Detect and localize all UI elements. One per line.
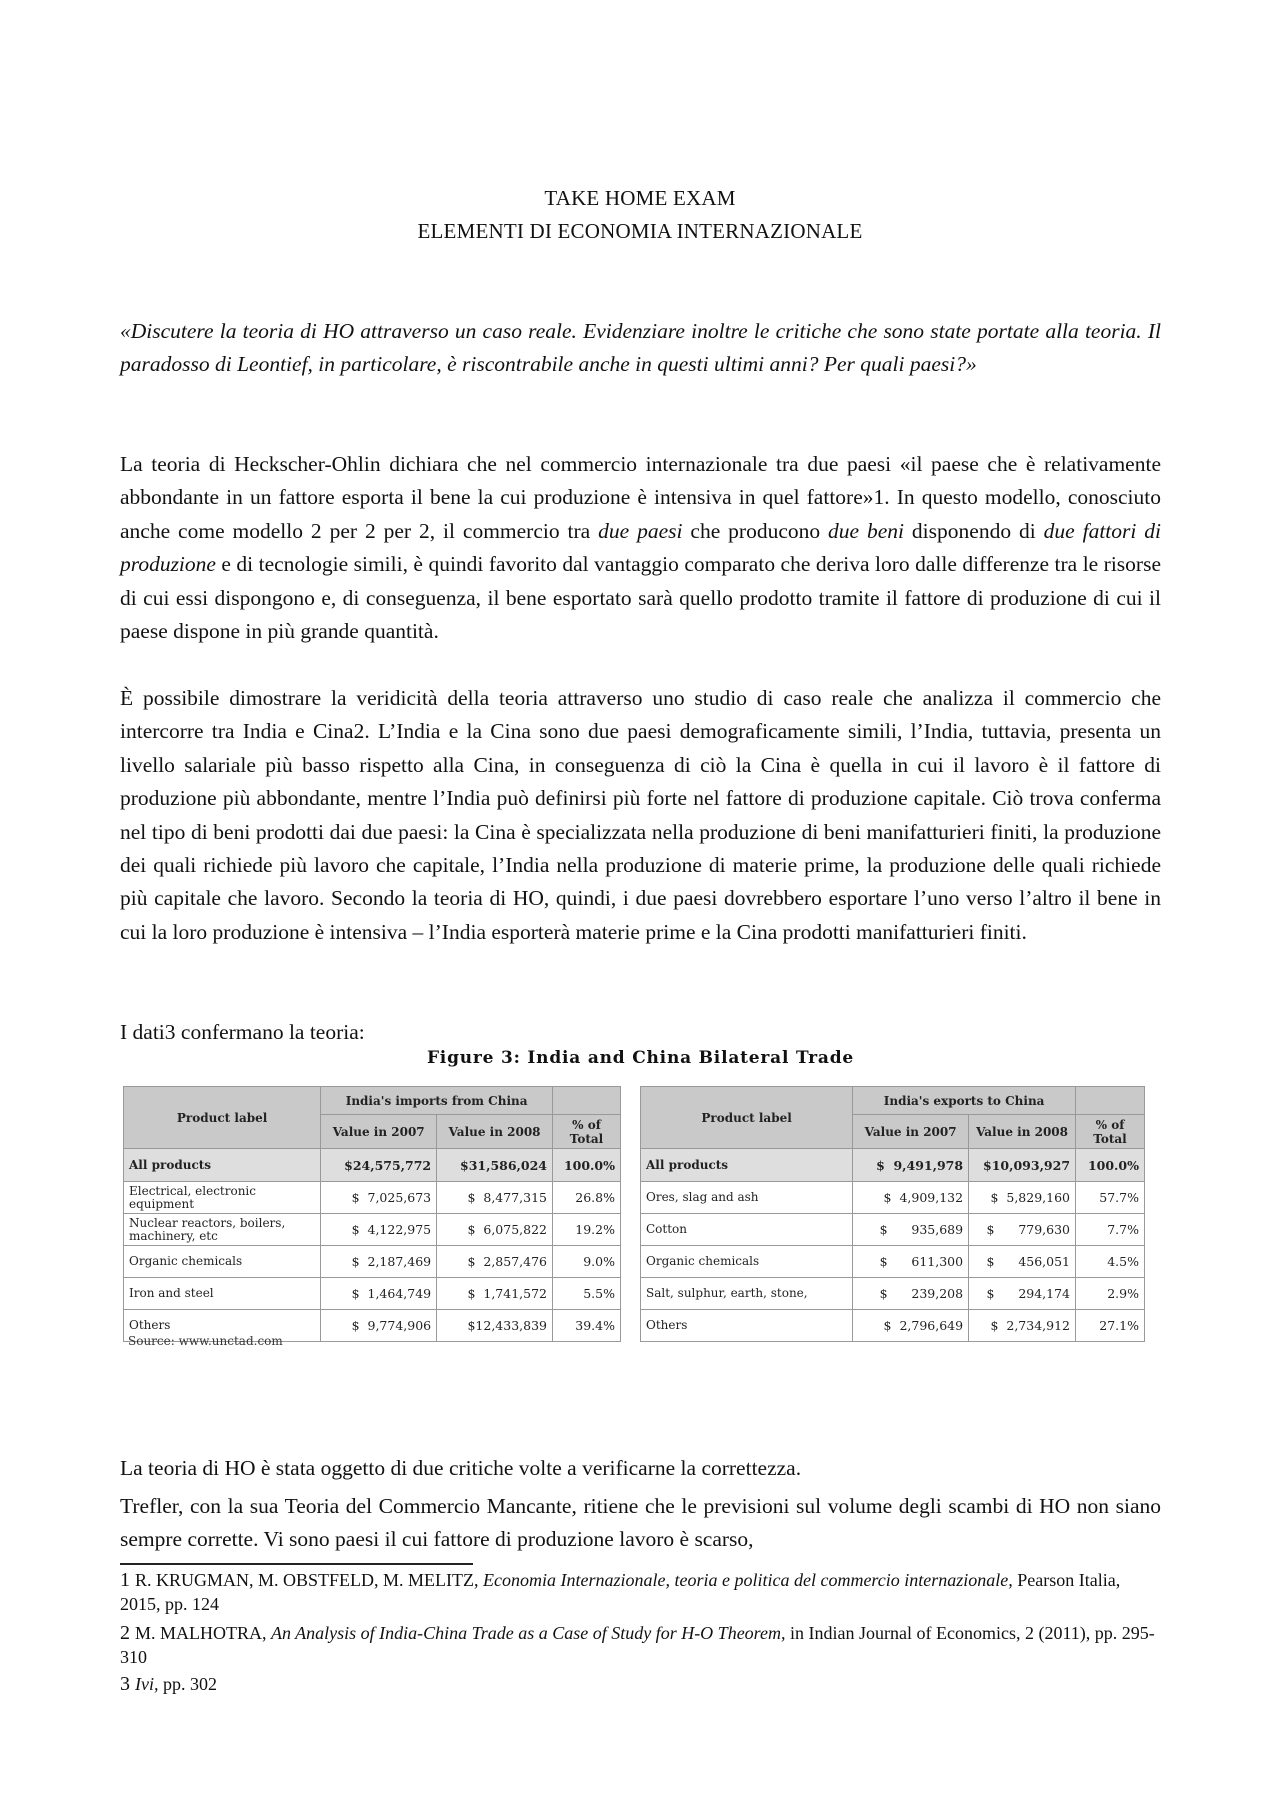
paragraph-critiques: La teoria di HO è stata oggetto di due critiche volte a verificarne la correttezza. bbox=[120, 1456, 802, 1480]
paragraph-india-china: È possibile dimostrare la veridicità della teoria attraverso uno studio di caso reale che analizza il commercio che intercorre tra India e Cina2. L’India e la Cina sono due paesi demograficamente simili, l’India, tuttavia, presenta un livello salariale più basso rispetto alla Cina, in conseguenza di ciò la Cina è quella in cui il lavoro è il fattore di produzione più abbondante, mentre l’India può definirsi più forte nel fattore di produzione capitale. Ciò trova conferma nel tipo di beni prodotti dai due paesi: la Cina è specializzata nella produzione di beni manifatturieri finiti, la produzione dei quali richiede più lavoro che capitale, l’India nella produzione di materie prime, la produzione delle quali richiede più capitale che lavoro. Secondo la teoria di HO, quindi, i due paesi dovrebbero esportare l’uno verso l’altro il bene in cui la loro produzione è intensiva – l’India esporterà materie prime e la Cina prodotti manifatturieri finiti. bbox=[120, 686, 1161, 944]
table-row bbox=[124, 1246, 621, 1278]
product-label-header: Product label bbox=[641, 1087, 853, 1149]
value-cell: $10,093,927 bbox=[969, 1149, 1076, 1182]
percent-cell: 7.7% bbox=[1076, 1214, 1145, 1246]
row-label: Ores, slag and ash bbox=[641, 1182, 853, 1214]
table-row bbox=[641, 1310, 1145, 1342]
table-row bbox=[124, 1149, 621, 1182]
row-label: Iron and steel bbox=[124, 1278, 321, 1310]
value-cell: $ 5,829,160 bbox=[969, 1182, 1076, 1214]
row-label: All products bbox=[124, 1149, 321, 1182]
blank-header-cell bbox=[553, 1087, 621, 1115]
row-label: Organic chemicals bbox=[641, 1246, 853, 1278]
figure-title: Figure 3: India and China Bilateral Trade bbox=[426, 1048, 855, 1068]
row-label: Organic chemicals bbox=[124, 1246, 321, 1278]
paragraph-ho-theory bbox=[120, 448, 1161, 648]
course-title: ELEMENTI DI ECONOMIA INTERNAZIONALE bbox=[417, 219, 863, 243]
table-row bbox=[641, 1182, 1145, 1214]
value-cell: $12,433,839 bbox=[437, 1310, 553, 1342]
table-row bbox=[641, 1246, 1145, 1278]
percent-cell: 57.7% bbox=[1076, 1182, 1145, 1214]
row-label: All products bbox=[641, 1149, 853, 1182]
value-cell: $ 935,689 bbox=[853, 1214, 969, 1246]
table-row bbox=[641, 1278, 1145, 1310]
table-row bbox=[641, 1214, 1145, 1246]
exports-table bbox=[640, 1086, 1145, 1342]
value-cell: $ 1,464,749 bbox=[321, 1278, 437, 1310]
value-cell: $ 779,630 bbox=[969, 1214, 1076, 1246]
row-label: Salt, sulphur, earth, stone, bbox=[641, 1278, 853, 1310]
imports-group-header: India's imports from China bbox=[321, 1087, 553, 1115]
value-cell: $ 294,174 bbox=[969, 1278, 1076, 1310]
column-header: Value in 2007 bbox=[321, 1115, 437, 1149]
exports-group-header: India's exports to China bbox=[853, 1087, 1076, 1115]
footnote-number: 2 bbox=[120, 1622, 130, 1644]
value-cell: $ 9,491,978 bbox=[853, 1149, 969, 1182]
row-label: Others bbox=[124, 1310, 321, 1342]
value-cell: $ 456,051 bbox=[969, 1246, 1076, 1278]
table-row bbox=[124, 1278, 621, 1310]
value-cell: $ 4,909,132 bbox=[853, 1182, 969, 1214]
footnote-work-title: An Analysis of India-China Trade as a Case of Study for H-O Theorem, bbox=[271, 1623, 786, 1643]
footnote-authors: M. MALHOTRA, bbox=[135, 1623, 267, 1643]
percent-cell: 5.5% bbox=[553, 1278, 621, 1310]
paragraph-data-intro: I dati3 confermano la teoria: bbox=[120, 1020, 365, 1044]
footnote-work-title: Economia Internazionale, teoria e politica del commercio internazionale, bbox=[483, 1570, 1013, 1590]
percent-cell: 9.0% bbox=[553, 1246, 621, 1278]
paragraph-text: che producono bbox=[682, 518, 829, 543]
footnote-number: 3 bbox=[120, 1673, 130, 1695]
imports-table bbox=[123, 1086, 621, 1342]
row-label: Cotton bbox=[641, 1214, 853, 1246]
table-row bbox=[641, 1149, 1145, 1182]
value-cell: $ 2,796,649 bbox=[853, 1310, 969, 1342]
column-header: Value in 2007 bbox=[853, 1115, 969, 1149]
value-cell: $ 2,734,912 bbox=[969, 1310, 1076, 1342]
table-row bbox=[124, 1214, 621, 1246]
footnote-1 bbox=[120, 1568, 1160, 1616]
footnote-details: in Indian Journal of Economics, 2 (2011), pp. 295-310 bbox=[120, 1623, 1155, 1667]
footnote-3 bbox=[120, 1672, 1160, 1696]
row-label: Electrical, electronic equipment bbox=[124, 1182, 321, 1214]
percent-cell: 26.8% bbox=[553, 1182, 621, 1214]
value-cell: $ 6,075,822 bbox=[437, 1214, 553, 1246]
value-cell: $ 239,208 bbox=[853, 1278, 969, 1310]
footnote-authors: R. KRUGMAN, M. OBSTFELD, M. MELITZ, bbox=[135, 1570, 479, 1590]
value-cell: $ 9,774,906 bbox=[321, 1310, 437, 1342]
column-header: % of Total bbox=[553, 1115, 621, 1149]
value-cell: $24,575,772 bbox=[321, 1149, 437, 1182]
footnote-details: pp. 302 bbox=[162, 1674, 217, 1694]
percent-cell: 39.4% bbox=[553, 1310, 621, 1342]
emphasis-text: due paesi bbox=[598, 518, 683, 543]
value-cell: $ 2,857,476 bbox=[437, 1246, 553, 1278]
exam-title: TAKE HOME EXAM bbox=[544, 186, 736, 210]
blank-header-cell bbox=[1076, 1087, 1145, 1115]
row-label: Others bbox=[641, 1310, 853, 1342]
percent-cell: 2.9% bbox=[1076, 1278, 1145, 1310]
value-cell: $ 4,122,975 bbox=[321, 1214, 437, 1246]
value-cell: $ 8,477,315 bbox=[437, 1182, 553, 1214]
column-header: % of Total bbox=[1076, 1115, 1145, 1149]
percent-cell: 100.0% bbox=[1076, 1149, 1145, 1182]
table-row bbox=[124, 1182, 621, 1214]
paragraph-text: e di tecnologie simili, è quindi favorito dal vantaggio comparato che deriva loro dalle differenze tra le risorse di cui essi dispongono e, di conseguenza, il bene esportato sarà quello prodotto tramite il fattore di produzione di cui il paese dispone in più grande quantità. bbox=[120, 552, 1161, 644]
paragraph-text: La teoria di Heckscher-Ohlin dichiara che nel commercio internazionale tra due paesi «il paese che è relativamente abbondante in un fattore esporta il bene la cui produzione è intensiva in quel fattore»1. In questo modello, conosciuto anche come modello 2 per 2 per 2, il commercio tra bbox=[120, 452, 1161, 543]
paragraph-trefler: Trefler, con la sua Teoria del Commercio Mancante, ritiene che le previsioni sul volume degli scambi di HO non siano sempre corrette. Vi sono paesi il cui fattore di produzione lavoro è scarso, bbox=[120, 1494, 1161, 1552]
column-header: Value in 2008 bbox=[969, 1115, 1076, 1149]
percent-cell: 27.1% bbox=[1076, 1310, 1145, 1342]
value-cell: $ 2,187,469 bbox=[321, 1246, 437, 1278]
paragraph-text: disponendo di bbox=[904, 518, 1044, 543]
footnote-work-title: Ivi, bbox=[135, 1674, 159, 1694]
value-cell: $ 611,300 bbox=[853, 1246, 969, 1278]
percent-cell: 100.0% bbox=[553, 1149, 621, 1182]
figure-source: Source: www.unctad.com bbox=[128, 1334, 283, 1348]
value-cell: $ 7,025,673 bbox=[321, 1182, 437, 1214]
exam-question bbox=[120, 315, 1161, 382]
emphasis-text: due beni bbox=[828, 518, 905, 543]
value-cell: $ 1,741,572 bbox=[437, 1278, 553, 1310]
row-label: Nuclear reactors, boilers, machinery, etc bbox=[124, 1214, 321, 1246]
column-header: Value in 2008 bbox=[437, 1115, 553, 1149]
footnote-separator bbox=[120, 1563, 473, 1565]
footnote-number: 1 bbox=[120, 1569, 130, 1591]
value-cell: $31,586,024 bbox=[437, 1149, 553, 1182]
product-label-header: Product label bbox=[124, 1087, 321, 1149]
exam-question-text: «Discutere la teoria di HO attraverso un caso reale. Evidenziare inoltre le critiche che sono state portate alla teoria. Il paradosso di Leontief, in particolare, è riscontrabile anche in questi ultimi anni? Per quali paesi?» bbox=[120, 319, 1161, 377]
footnote-details: Pearson Italia, 2015, pp. 124 bbox=[120, 1570, 1121, 1614]
emphasis-text: due fattori di produzione bbox=[120, 518, 1162, 577]
percent-cell: 19.2% bbox=[553, 1214, 621, 1246]
footnote-2 bbox=[120, 1621, 1160, 1669]
percent-cell: 4.5% bbox=[1076, 1246, 1145, 1278]
